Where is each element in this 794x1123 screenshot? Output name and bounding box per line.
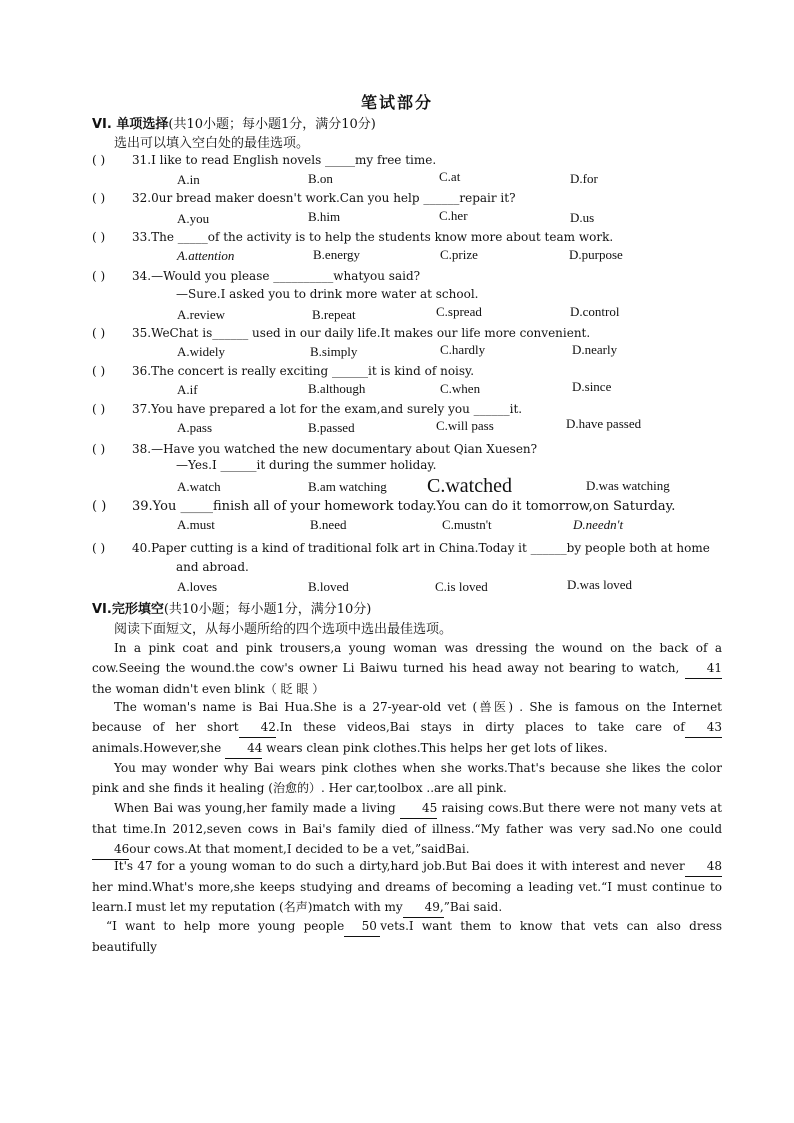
passage-text: In a pink coat and pink trousers,a young woman was dressing the wound on the back of a cow.Seeing the wound.the cow's owner Li Baiwu turned his head away not bearing to watch, <box>92 641 722 675</box>
passage-paragraph-6 <box>92 916 722 957</box>
question-stem: 31.I like to read English novels _____my free time. <box>132 153 437 167</box>
option-c[interactable]: C.her <box>439 208 468 223</box>
option-a[interactable]: A.you <box>177 211 210 226</box>
question-stem-line2: —Yes.I ______it during the summer holiday. <box>176 458 437 472</box>
question-stem: 37.You have prepared a lot for the exam,and surely you ______it. <box>132 402 523 416</box>
section-6-instruction: 选出可以填入空白处的最佳选项。 <box>114 136 310 151</box>
question-stem: 40.Paper cutting is a kind of traditional folk art in China.Today it ______by people both at home <box>132 541 710 555</box>
option-d[interactable]: D.needn't <box>573 517 624 532</box>
question-35 <box>92 324 590 342</box>
answer-paren[interactable]: ( ) <box>92 269 106 283</box>
section-6-label: VI. 单项选择 <box>92 117 169 132</box>
blank-49[interactable]: 49, <box>403 897 444 918</box>
passage-text: “I want to help more young people <box>106 919 345 933</box>
option-b[interactable]: B.passed <box>308 420 355 435</box>
option-a[interactable]: A.watch <box>177 479 221 494</box>
answer-paren[interactable]: ( ) <box>92 364 106 378</box>
passage-paragraph-2 <box>92 697 722 759</box>
passage-paragraph-3: You may wonder why Bai wears pink clothes when she works.That's because she likes the color pink and she finds it healing (治愈的）. Her car,toolbox ..are all pink. <box>92 761 722 795</box>
option-a[interactable]: A.widely <box>177 344 226 359</box>
answer-paren[interactable]: ( ) <box>92 191 106 205</box>
passage-text: our cows.At that moment,I decided to be a vet,”saidBai. <box>129 842 470 856</box>
blank-50[interactable]: 50 <box>344 916 380 937</box>
section-7-instruction: 阅读下面短文，从每小题所给的四个选项中选出最佳选项。 <box>114 622 453 637</box>
blank-42[interactable]: 42 <box>239 717 276 738</box>
option-d[interactable]: D.us <box>570 210 595 225</box>
option-b[interactable]: B.energy <box>313 247 361 262</box>
question-39 <box>92 498 675 516</box>
option-b[interactable]: B.loved <box>308 579 349 594</box>
option-c[interactable]: C.when <box>440 381 481 396</box>
option-d[interactable]: D.for <box>570 171 598 186</box>
blank-48[interactable]: 48 <box>685 856 722 877</box>
answer-paren[interactable]: ( ) <box>92 153 106 167</box>
passage-paragraph-1 <box>92 638 722 699</box>
option-a[interactable]: A.if <box>177 382 198 397</box>
option-c[interactable]: C.hardly <box>440 342 486 357</box>
answer-paren[interactable]: ( ) <box>92 499 107 514</box>
question-stem-line2: and abroad. <box>176 560 249 574</box>
option-d[interactable]: D.was watching <box>586 478 670 493</box>
option-c[interactable]: C.spread <box>436 304 482 319</box>
option-d[interactable]: D.control <box>570 304 620 319</box>
page-title: 笔试部分 <box>360 93 433 112</box>
question-stem: 36.The concert is really exciting ______it is kind of noisy. <box>132 364 475 378</box>
option-a[interactable]: A.review <box>177 307 226 322</box>
option-d[interactable]: D.was loved <box>567 577 632 592</box>
answer-paren[interactable]: ( ) <box>92 326 106 340</box>
option-d[interactable]: D.nearly <box>572 342 618 357</box>
option-b[interactable]: B.need <box>310 517 347 532</box>
option-b[interactable]: B.although <box>308 381 366 396</box>
blank-44[interactable]: 44 <box>225 738 262 759</box>
passage-text: the woman didn't even blink（ 眨 眼 ） <box>92 682 325 696</box>
section-7-label: VI.完形填空 <box>92 602 164 617</box>
section-7-note: (共10小题；每小题1分，满分10分) <box>163 602 372 617</box>
option-a[interactable]: A.loves <box>177 579 218 594</box>
option-b[interactable]: B.him <box>308 209 341 224</box>
passage-paragraph-5 <box>92 856 722 918</box>
passage-text: When Bai was young,her family made a living <box>114 801 396 815</box>
option-b[interactable]: B.am watching <box>308 479 387 494</box>
option-c[interactable]: C.prize <box>440 247 478 262</box>
question-stem: 39.You _____finish all of your homework today.You can do it tomorrow,on Saturday. <box>132 499 676 514</box>
option-a[interactable]: A.pass <box>177 420 213 435</box>
passage-text: raising cows.But there were not many vets at that time.In 2012,seven cows in Bai's family died of illness.“My father was very sad.No one could <box>92 801 722 836</box>
answer-paren[interactable]: ( ) <box>92 541 106 555</box>
section-6-note: (共10小题；每小题1分，满分10分) <box>168 117 376 132</box>
question-36 <box>92 362 474 380</box>
option-a[interactable]: A.in <box>177 172 200 187</box>
option-d[interactable]: D.purpose <box>569 247 623 262</box>
answer-paren[interactable]: ( ) <box>92 442 106 456</box>
question-stem: 32.0ur bread maker doesn't work.Can you help ______repair it? <box>132 191 516 205</box>
option-d[interactable]: D.have passed <box>566 416 642 431</box>
passage-text: ”Bai said. <box>443 900 503 914</box>
passage-text: wears clean pink clothes.This helps her get lots of likes. <box>266 741 608 755</box>
option-b[interactable]: B.simply <box>310 344 358 359</box>
passage-text: her mind.What's more,she keeps studying and dreams of becoming a leading vet.“I must continue to learn.I must let my reputation (名声)match with my <box>92 880 722 914</box>
passage-text: .In these videos,Bai stays in dirty places to take care of <box>275 720 685 734</box>
question-stem-line2: —Sure.I asked you to drink more water at school. <box>176 287 479 301</box>
option-b[interactable]: B.on <box>308 171 333 186</box>
option-a[interactable]: A.attention <box>177 248 235 263</box>
passage-text: It's 47 for a young woman to do such a dirty,hard job.But Bai does it with interest and never <box>114 859 685 873</box>
question-40 <box>92 539 710 557</box>
blank-41[interactable]: 41 <box>685 658 722 679</box>
answer-paren[interactable]: ( ) <box>92 402 106 416</box>
option-c[interactable]: C.at <box>439 169 461 184</box>
passage-paragraph-4 <box>92 798 722 860</box>
question-33 <box>92 228 613 246</box>
question-31 <box>92 151 436 169</box>
option-c[interactable]: C.is loved <box>435 579 488 594</box>
question-32 <box>92 189 516 207</box>
question-stem: 33.The _____of the activity is to help the students know more about team work. <box>132 230 614 244</box>
passage-text: The woman's name is Bai Hua.She is a 27-year-old vet (兽医) . She is famous on the Internet because of her short <box>92 700 722 734</box>
option-c[interactable]: C.watched <box>427 475 512 497</box>
passage-text: vets.I want them to know that vets can also dress beautifully <box>92 919 723 954</box>
question-stem: 34.—Would you please __________whatyou said? <box>132 269 421 283</box>
blank-43[interactable]: 43 <box>685 717 722 738</box>
section-7-heading <box>92 598 371 617</box>
option-c[interactable]: C.mustn't <box>442 517 492 532</box>
answer-paren[interactable]: ( ) <box>92 230 106 244</box>
question-34 <box>92 267 420 285</box>
question-stem: 35.WeChat is______ used in our daily life.It makes our life more convenient. <box>132 326 591 340</box>
section-6-heading <box>92 113 376 132</box>
passage-text: animals.However,she <box>92 741 222 755</box>
question-37 <box>92 400 522 418</box>
blank-45[interactable]: 45 <box>400 798 437 819</box>
option-c[interactable]: C.will pass <box>436 418 494 433</box>
option-a[interactable]: A.must <box>177 517 215 532</box>
option-b[interactable]: B.repeat <box>312 307 356 322</box>
option-d[interactable]: D.since <box>572 379 612 394</box>
blank-46[interactable]: 46 <box>92 839 129 860</box>
question-stem: 38.—Have you watched the new documentary about Qian Xuesen? <box>132 442 538 456</box>
